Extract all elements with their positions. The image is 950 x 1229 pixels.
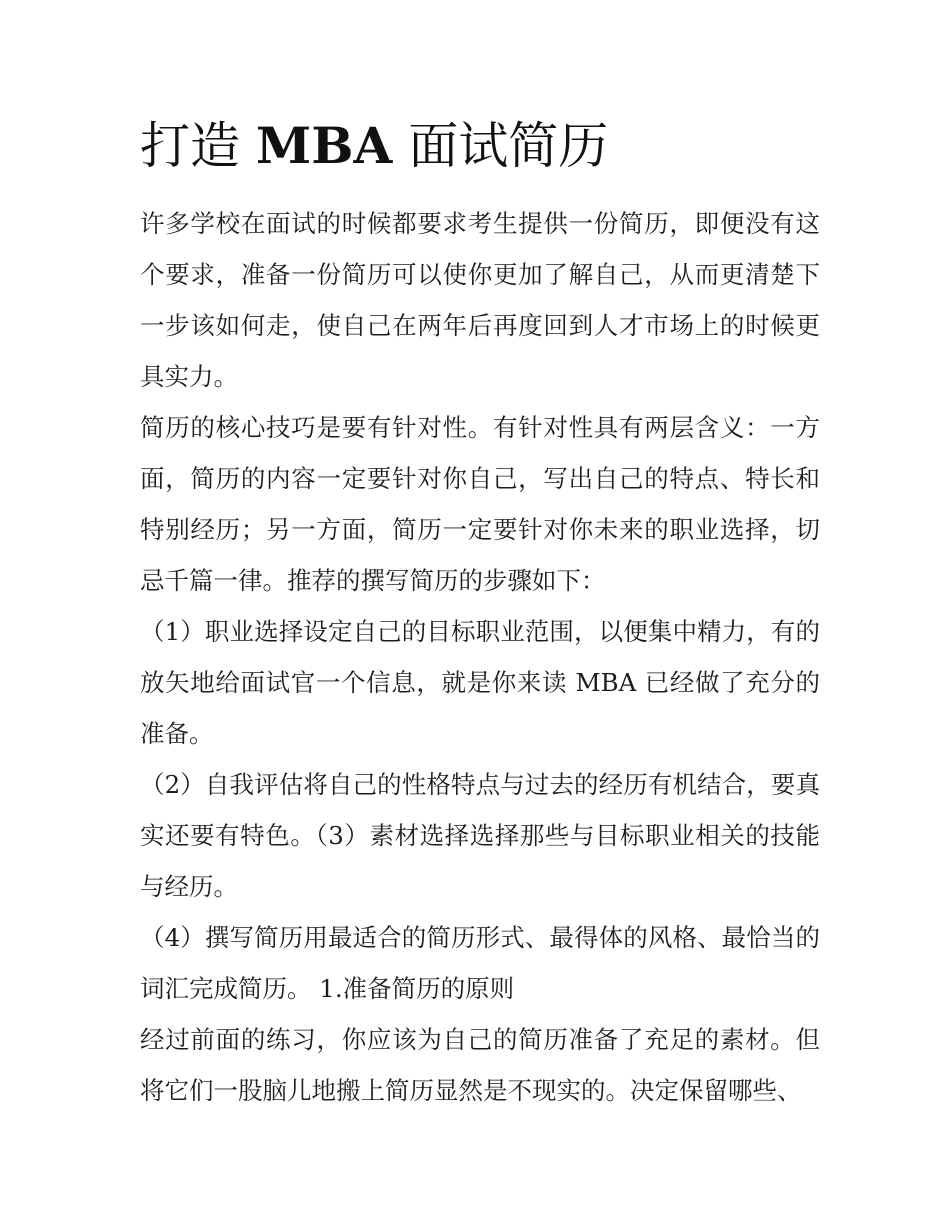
title-latin: MBA bbox=[255, 116, 393, 175]
paragraph-intro: 许多学校在面试的时候都要求考生提供一份简历，即便没有这个要求，准备一份简历可以使你更加了解自己，从而更清楚下一步该如何走，使自己在两年后再度回到人才市场上的时候更具实力。 bbox=[140, 209, 820, 391]
document-title bbox=[140, 110, 820, 182]
paragraph-step-4: （4）撰写简历用最适合的简历形式、最得体的风格、最恰当的词汇完成简历。 1.准备简历的原则 bbox=[140, 923, 820, 1003]
title-part-1: 打造 bbox=[140, 117, 256, 175]
document-page bbox=[140, 110, 820, 1116]
paragraph-core-skill: 简历的核心技巧是要有针对性。有针对性具有两层含义：一方面，简历的内容一定要针对你自己，写出自己的特点、特长和特别经历；另一方面，简历一定要针对你未来的职业选择，切忌千篇一律。推荐的撰写简历的步骤如下： bbox=[140, 413, 820, 595]
paragraph-step-1: （1）职业选择设定自己的目标职业范围，以便集中精力，有的放矢地给面试官一个信息，就是你来读 MBA 已经做了充分的准备。 bbox=[140, 617, 820, 748]
title-part-2: 面试简历 bbox=[392, 117, 609, 175]
paragraph-step-2-3: （2）自我评估将自己的性格特点与过去的经历有机结合，要真实还要有特色。（3）素材选择选择那些与目标职业相关的技能与经历。 bbox=[140, 770, 820, 901]
paragraph-principles: 经过前面的练习，你应该为自己的简历准备了充足的素材。但将它们一股脑儿地搬上简历显然是不现实的。决定保留哪些、 bbox=[140, 1025, 820, 1105]
